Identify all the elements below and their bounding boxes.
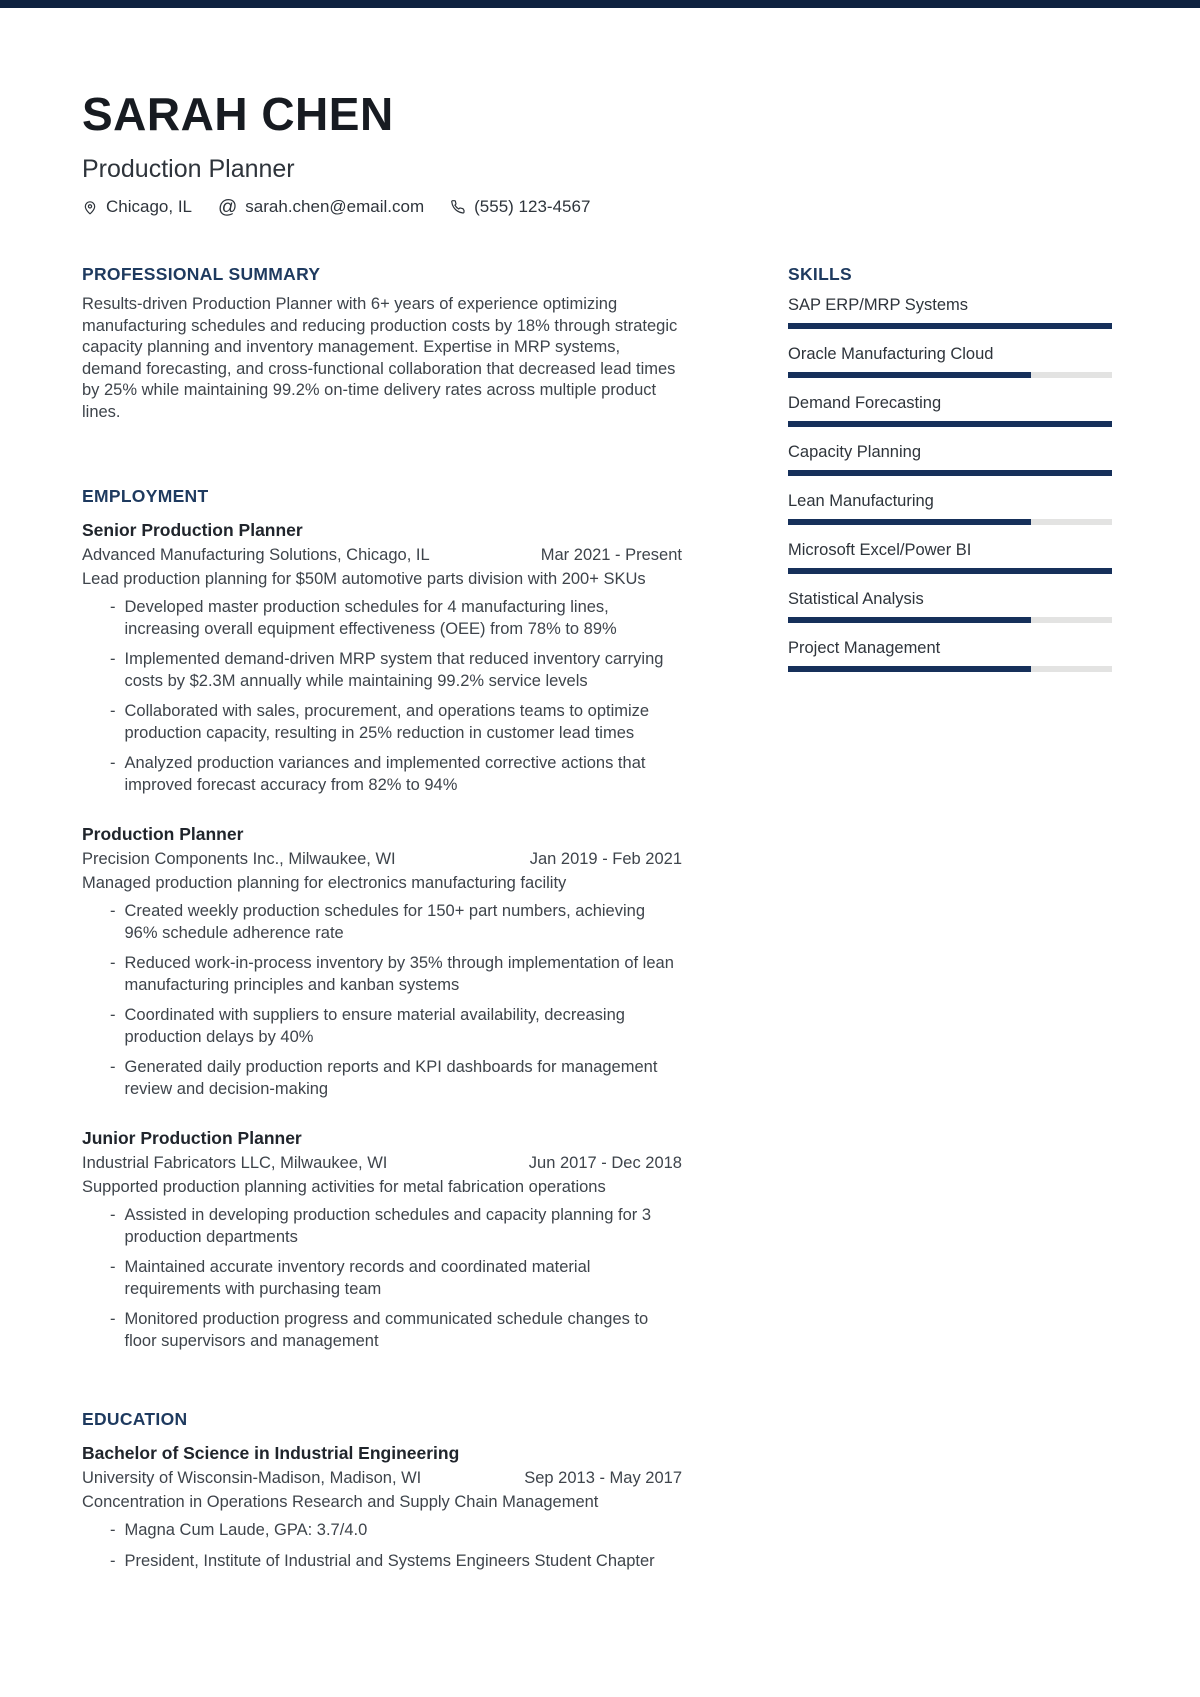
bullet-item bbox=[82, 753, 682, 796]
skill-bar bbox=[788, 519, 1112, 525]
skill-item bbox=[788, 490, 1112, 525]
skill-bar bbox=[788, 666, 1112, 672]
bullet-item bbox=[82, 901, 682, 944]
bullet-text: Magna Cum Laude, GPA: 3.7/4.0 bbox=[124, 1521, 368, 1540]
bullet-marker: - bbox=[110, 954, 116, 973]
job-entry bbox=[82, 823, 682, 1100]
bullet-text: Coordinated with suppliers to ensure material availability, decreasing production delays by 40% bbox=[124, 1006, 625, 1046]
bullet-marker: - bbox=[110, 1006, 116, 1025]
job-company: Precision Components Inc., Milwaukee, WI bbox=[82, 850, 396, 869]
skill-bar-fill bbox=[788, 470, 1112, 476]
contact-email-text: sarah.chen@email.com bbox=[245, 197, 425, 217]
skill-item bbox=[788, 539, 1112, 574]
skill-bar-fill bbox=[788, 666, 1031, 672]
bullet-marker: - bbox=[110, 1258, 116, 1277]
summary-heading: PROFESSIONAL SUMMARY bbox=[82, 264, 321, 285]
skill-label: Microsoft Excel/Power BI bbox=[788, 541, 972, 560]
job-bullets bbox=[82, 901, 682, 1100]
section-education bbox=[82, 1408, 682, 1572]
job-bullets bbox=[82, 597, 682, 796]
contact-location-text: Chicago, IL bbox=[106, 197, 192, 217]
summary-text: Results-driven Production Planner with 6+ years of experience optimizing manufacturing schedules and reducing production costs by 18% through strategic capacity planning and inventory management. Expertise in MRP systems, demand forecasting, and cross-functional collaboration that decreased lead times by 25% while maintaining 99.2% on-time delivery rates across multiple product lines. bbox=[82, 295, 678, 421]
bullet-text: Implemented demand-driven MRP system that reduced inventory carrying costs by $2.3M annually while maintaining 99.2% service levels bbox=[124, 650, 664, 690]
bullet-item bbox=[82, 1257, 682, 1300]
section-employment bbox=[82, 485, 682, 1352]
job-company-line bbox=[82, 1152, 682, 1174]
school-name: University of Wisconsin-Madison, Madison, WI bbox=[82, 1469, 422, 1488]
bullet-marker: - bbox=[110, 1206, 116, 1225]
skill-item bbox=[788, 392, 1112, 427]
job-title: Production Planner bbox=[82, 824, 244, 845]
bullet-item bbox=[82, 1309, 682, 1352]
skill-label: Project Management bbox=[788, 639, 941, 658]
bullet-text: Assisted in developing production schedules and capacity planning for 3 production departments bbox=[124, 1206, 652, 1246]
job-dates: Jun 2017 - Dec 2018 bbox=[528, 1154, 682, 1173]
location-pin-icon bbox=[82, 199, 98, 216]
contact-phone bbox=[450, 197, 590, 217]
skill-bar bbox=[788, 323, 1112, 329]
bullet-item bbox=[82, 1057, 682, 1100]
skills-heading: SKILLS bbox=[788, 264, 853, 285]
degree-title: Bachelor of Science in Industrial Engineering bbox=[82, 1443, 460, 1464]
education-entry bbox=[82, 1442, 682, 1572]
phone-icon bbox=[450, 199, 466, 215]
main-column bbox=[82, 263, 682, 1572]
bullet-marker: - bbox=[110, 1058, 116, 1077]
education-bullets bbox=[82, 1520, 682, 1572]
bullet-text: President, Institute of Industrial and Systems Engineers Student Chapter bbox=[124, 1551, 655, 1570]
bullet-marker: - bbox=[110, 902, 116, 921]
bullet-item bbox=[82, 1520, 682, 1542]
skill-bar bbox=[788, 470, 1112, 476]
skill-item bbox=[788, 588, 1112, 623]
bullet-item bbox=[82, 701, 682, 744]
contact-row bbox=[82, 197, 1112, 217]
skill-bar bbox=[788, 568, 1112, 574]
employment-heading: EMPLOYMENT bbox=[82, 486, 209, 507]
skill-label: Oracle Manufacturing Cloud bbox=[788, 345, 994, 364]
candidate-name: SARAH CHEN bbox=[82, 88, 394, 140]
skill-label: Capacity Planning bbox=[788, 443, 921, 462]
section-professional-summary bbox=[82, 263, 682, 423]
education-dates: Sep 2013 - May 2017 bbox=[524, 1469, 682, 1488]
bullet-text: Maintained accurate inventory records and coordinated material requirements with purchasing team bbox=[124, 1258, 591, 1298]
skill-bar-fill bbox=[788, 617, 1031, 623]
bullet-item bbox=[82, 649, 682, 692]
bullet-marker: - bbox=[110, 598, 116, 617]
job-dates: Jan 2019 - Feb 2021 bbox=[529, 850, 682, 869]
skill-label: Statistical Analysis bbox=[788, 590, 924, 609]
contact-email bbox=[218, 197, 424, 217]
skill-label: SAP ERP/MRP Systems bbox=[788, 296, 969, 315]
at-sign-icon: @ bbox=[218, 196, 238, 218]
job-company: Industrial Fabricators LLC, Milwaukee, WI bbox=[82, 1154, 388, 1173]
education-description: Concentration in Operations Research and Supply Chain Management bbox=[82, 1493, 599, 1512]
contact-phone-text: (555) 123-4567 bbox=[474, 197, 591, 217]
skill-item bbox=[788, 637, 1112, 672]
bullet-marker: - bbox=[110, 1521, 116, 1540]
school-line bbox=[82, 1467, 682, 1489]
skill-bar-fill bbox=[788, 372, 1031, 378]
job-description: Managed production planning for electronics manufacturing facility bbox=[82, 874, 567, 893]
job-title: Junior Production Planner bbox=[82, 1128, 302, 1149]
skill-bar bbox=[788, 421, 1112, 427]
job-company-line bbox=[82, 848, 682, 870]
bullet-text: Developed master production schedules for 4 manufacturing lines, increasing overall equipment effectiveness (OEE) from 78% to 89% bbox=[124, 598, 617, 638]
bullet-item bbox=[82, 953, 682, 996]
skills-sidebar bbox=[788, 263, 1112, 686]
job-entry bbox=[82, 1127, 682, 1352]
bullet-text: Generated daily production reports and KPI dashboards for management review and decision-making bbox=[124, 1058, 658, 1098]
bullet-text: Analyzed production variances and implemented corrective actions that improved forecast accuracy from 82% to 94% bbox=[124, 754, 646, 794]
job-description: Supported production planning activities for metal fabrication operations bbox=[82, 1178, 606, 1197]
skill-label: Demand Forecasting bbox=[788, 394, 942, 413]
bullet-text: Monitored production progress and communicated schedule changes to floor supervisors and management bbox=[124, 1310, 649, 1350]
resume-header bbox=[82, 8, 1112, 217]
skill-item bbox=[788, 294, 1112, 329]
skill-bar-fill bbox=[788, 519, 1031, 525]
job-company: Advanced Manufacturing Solutions, Chicago, IL bbox=[82, 546, 430, 565]
job-company-line bbox=[82, 544, 682, 566]
bullet-text: Reduced work-in-process inventory by 35% through implementation of lean manufacturing principles and kanban systems bbox=[124, 954, 674, 994]
bullet-text: Created weekly production schedules for 150+ part numbers, achieving 96% schedule adherence rate bbox=[124, 902, 646, 942]
candidate-title: Production Planner bbox=[82, 155, 295, 184]
job-bullets bbox=[82, 1205, 682, 1352]
bullet-marker: - bbox=[110, 702, 116, 721]
columns bbox=[82, 263, 1112, 1572]
page-content bbox=[0, 8, 1200, 1572]
skill-item bbox=[788, 343, 1112, 378]
skill-label: Lean Manufacturing bbox=[788, 492, 934, 511]
bullet-item bbox=[82, 597, 682, 640]
skill-item bbox=[788, 441, 1112, 476]
job-dates: Mar 2021 - Present bbox=[540, 546, 682, 565]
bullet-marker: - bbox=[110, 754, 116, 773]
bullet-item bbox=[82, 1005, 682, 1048]
bullet-item bbox=[82, 1205, 682, 1248]
top-accent-bar bbox=[0, 0, 1200, 8]
skill-bar bbox=[788, 617, 1112, 623]
education-heading: EDUCATION bbox=[82, 1409, 188, 1430]
skill-bar bbox=[788, 372, 1112, 378]
job-title: Senior Production Planner bbox=[82, 520, 303, 541]
skill-bar-fill bbox=[788, 323, 1112, 329]
job-entry bbox=[82, 519, 682, 796]
contact-location bbox=[82, 197, 192, 217]
bullet-marker: - bbox=[110, 650, 116, 669]
bullet-marker: - bbox=[110, 1310, 116, 1329]
bullet-item bbox=[82, 1551, 682, 1573]
skill-bar-fill bbox=[788, 421, 1112, 427]
bullet-marker: - bbox=[110, 1551, 116, 1570]
job-description: Lead production planning for $50M automotive parts division with 200+ SKUs bbox=[82, 570, 646, 589]
skill-bar-fill bbox=[788, 568, 1112, 574]
bullet-text: Collaborated with sales, procurement, and operations teams to optimize production capacity, resulting in 25% reduction in customer lead times bbox=[124, 702, 650, 742]
